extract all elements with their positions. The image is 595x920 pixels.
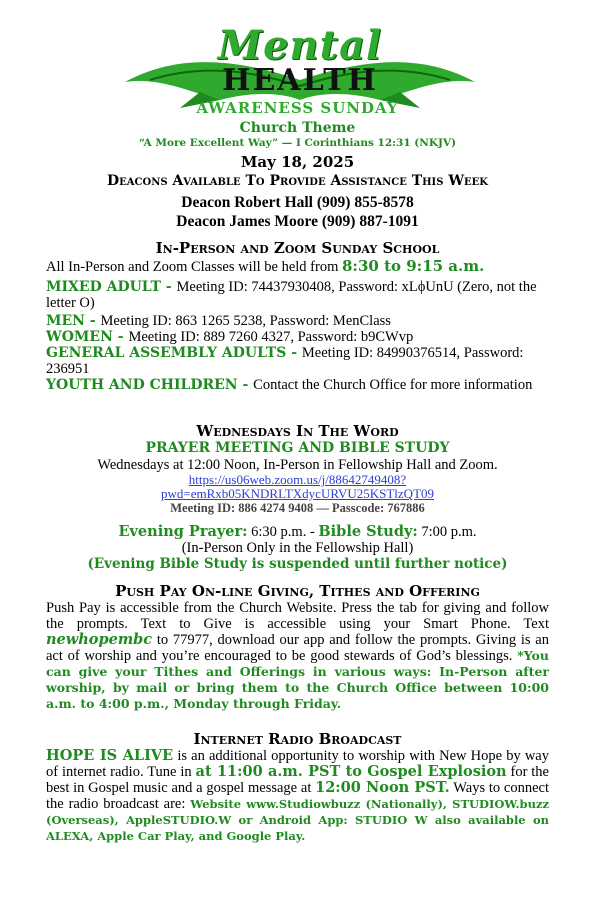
hope-is-alive: HOPE IS ALIVE xyxy=(46,747,174,764)
wednesday-heading: Wednesdays In The Word xyxy=(196,422,399,440)
bible-study-label: Bible Study: xyxy=(318,523,418,540)
women-label: WOMEN - xyxy=(46,329,129,345)
giving-heading: Push Pay On-line Giving, Tithes and Offering xyxy=(115,582,480,600)
health-title: HEALTH xyxy=(222,63,378,98)
evening-prayer-label: Evening Prayer: xyxy=(118,523,248,540)
theme-scripture: “A More Excellent Way” — I Corinthians 12:31 (NKJV) xyxy=(138,137,457,149)
general-assembly-label: GENERAL ASSEMBLY ADULTS - xyxy=(46,345,302,361)
awareness-sunday-title: AWARENESS SUNDAY xyxy=(196,99,399,117)
giving-text-2: to 77977, download our app and follow the prompts. Giving is an act of worship and you’re encouraged to be good stewards of God’s blessings. xyxy=(46,632,549,664)
giving-paragraph xyxy=(46,600,549,712)
sunday-school-heading: In-Person and Zoom Sunday School xyxy=(155,239,440,257)
class-time: 8:30 to 9:15 a.m. xyxy=(342,257,485,275)
wednesday-section xyxy=(46,422,549,572)
radio-paragraph xyxy=(46,748,549,844)
radio-section xyxy=(46,730,549,844)
general-assembly-text: Meeting ID: 84990376514, Password: 236951 xyxy=(46,345,524,377)
theme-section xyxy=(46,120,549,231)
zoom-link-1[interactable]: https://us06web.zoom.us/j/88642749408? xyxy=(188,472,407,487)
date: May 18, 2025 xyxy=(240,153,355,171)
class-general-assembly xyxy=(46,345,549,377)
class-women xyxy=(46,329,549,345)
evening-prayer-time: 6:30 p.m. - xyxy=(247,524,319,540)
mental-title: Mental xyxy=(217,22,383,69)
men-text: Meeting ID: 863 1265 5238, Password: MenClass xyxy=(100,313,391,329)
sunday-school-section xyxy=(46,239,549,393)
mixed-adult-label: MIXED ADULT - xyxy=(46,279,177,295)
bible-study-time: 7:00 p.m. xyxy=(417,524,477,540)
radio-connect-options: Website www.Studiowbuzz (Nationally), STUDIOW.buzz (Overseas), AppleSTUDIO.W or Android App: STUDIO W also available on ALEXA, Apple Car Play, and Google Play. xyxy=(46,797,549,843)
in-person-note: (In-Person Only in the Fellowship Hall) xyxy=(181,540,414,556)
giving-section xyxy=(46,582,549,712)
mixed-adult-text: Meeting ID: 74437930408, Password: xLϕUnU (Zero, not the letter O) xyxy=(46,279,537,311)
men-label: MEN - xyxy=(46,313,101,329)
deacon-1: Deacon Robert Hall (909) 855-8578 xyxy=(181,194,414,211)
radio-heading: Internet Radio Broadcast xyxy=(193,730,402,748)
giving-text-1: Push Pay is accessible from the Church Website. Press the tab for giving and follow the prompts. Text to Give is accessible using your Smart Phone. Text xyxy=(46,600,549,632)
deacons-heading: Deacons Available To Provide Assistance This Week xyxy=(107,173,488,189)
radio-time: at 11:00 a.m. PST to Gospel Explosion xyxy=(195,763,507,780)
radio-text-1: is an additional opportunity to worship with New Hope by way of internet radio. Tune in xyxy=(46,748,549,780)
wednesday-meeting-id: Meeting ID: 886 4274 9408 — Passcode: 767886 xyxy=(170,501,425,515)
suspended-note: (Evening Bible Study is suspended until further notice) xyxy=(87,556,508,572)
prayer-meeting-heading: PRAYER MEETING AND BIBLE STUDY xyxy=(145,440,450,456)
youth-label: YOUTH AND CHILDREN - xyxy=(46,377,254,393)
women-text: Meeting ID: 889 7260 4327, Password: b9CWvp xyxy=(128,329,414,345)
noon-time: 12:00 Noon PST. xyxy=(315,779,450,796)
radio-text-3: Ways to connect the radio broadcast are: xyxy=(46,780,549,812)
youth-text: Contact the Church Office for more information xyxy=(253,377,533,393)
wednesday-line: Wednesdays at 12:00 Noon, In-Person in Fellowship Hall and Zoom. xyxy=(97,457,498,473)
class-youth xyxy=(46,377,549,393)
text-keyword: newhopembc xyxy=(46,631,153,648)
intro-text: All In-Person and Zoom Classes will be held from xyxy=(46,259,342,275)
class-mixed-adult xyxy=(46,279,549,311)
class-men xyxy=(46,313,549,329)
zoom-link-2[interactable]: pwd=emRxb05KNDRLTXdycURVU25KSTlzQT09 xyxy=(160,486,435,501)
theme-title: Church Theme xyxy=(239,120,356,136)
radio-text-2: for the best in Gospel music and a gospel message at xyxy=(46,764,549,796)
deacon-2: Deacon James Moore (909) 887-1091 xyxy=(176,213,419,230)
giving-ways: *You can give your Tithes and Offerings in various ways: In-Person after worship, by mail or bring them to the Church Office between 10:00 a.m. to 4:00 p.m., Monday through Friday. xyxy=(46,648,549,711)
sunday-school-intro xyxy=(46,258,549,275)
evening-schedule xyxy=(46,524,549,540)
